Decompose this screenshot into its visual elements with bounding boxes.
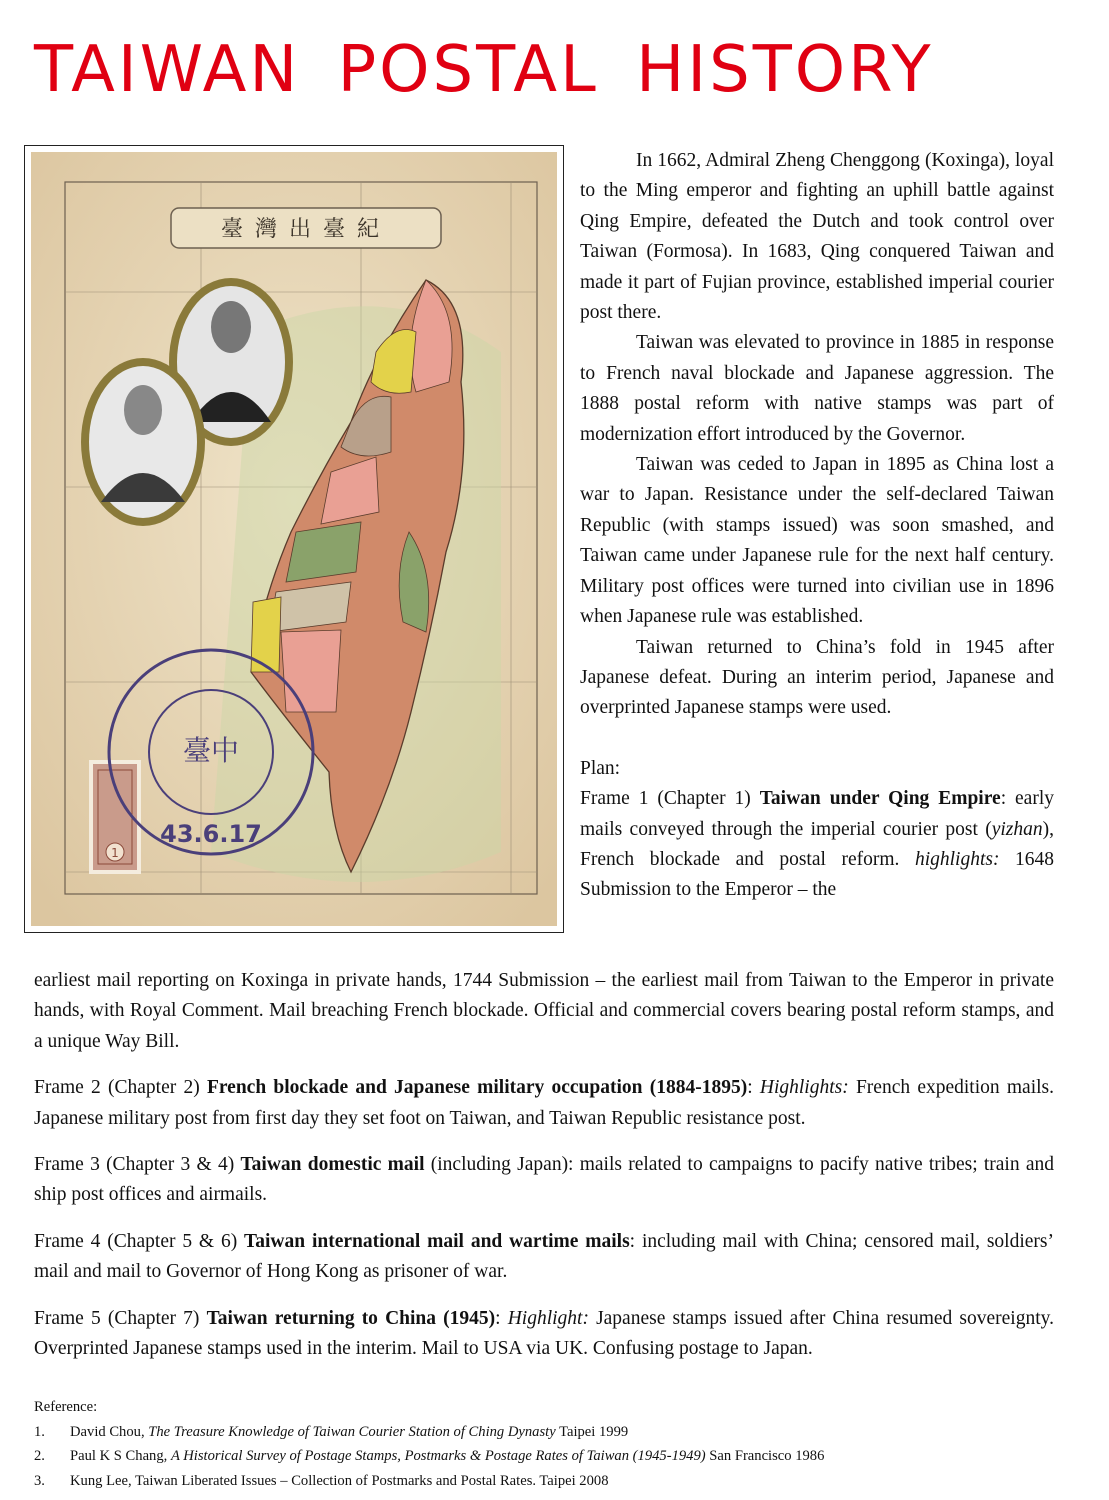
reference-number: 1. (34, 1423, 45, 1440)
frame-2-colon: : (747, 1077, 760, 1099)
frame-2-text: French expedition mails. Japanese military post from first day they set foot on Taiwan, and Taiwan Republic resistance post. (34, 1077, 1054, 1129)
frame-1-italic: yizhan (991, 818, 1043, 840)
frame-1-prefix: Frame 1 (Chapter 1) (580, 788, 760, 810)
postcard-map-illustration (31, 152, 557, 926)
reference-author: Kung Lee, Taiwan Liberated Issues – Collection of Postmarks and Postal Rates. Taipei 2008 (70, 1472, 609, 1489)
postcard-image (24, 145, 564, 933)
reference-title: The Treasure Knowledge of Taiwan Courier Station of Ching Dynasty (148, 1423, 556, 1440)
frame-1-text: : early mails conveyed through the imperial courier post ( (580, 788, 1054, 840)
reference-author: Paul K S Chang, (70, 1448, 171, 1464)
frame-1-text: ), French blockade and postal reform. (580, 818, 1054, 870)
frame-2 (34, 1073, 1054, 1134)
frame-1-highlights: earliest mail reporting on Koxinga in private hands, 1744 Submission – the earliest mail from Taiwan to the Emperor in private hands, with Royal Comment. Mail breaching French blockade. Official and commercial covers bearing postal reform stamps, and a unique Way Bill. (34, 970, 1054, 1052)
reference-number: 2. (34, 1448, 45, 1464)
reference-item (34, 1469, 1074, 1494)
plan-section (34, 966, 1054, 1380)
frame-1-highlights-start: 1648 Submission to the Emperor – the (580, 848, 1054, 901)
reference-item (34, 1420, 1074, 1445)
intro-paragraph: Taiwan was elevated to province in 1885 in response to French naval blockade and Japanese aggression. The 1888 postal reform with native stamps was part of modernization effort introduced by the Governor. (580, 332, 1054, 445)
frame-5-colon: : (495, 1307, 508, 1329)
frame-4-text: : including mail with China; censored mail, soldiers’ mail and mail to Governor of Hong Kong as prisoner of war. (34, 1230, 1054, 1283)
postmark-center-text: 臺中 (182, 734, 240, 767)
intro-paragraph: Taiwan returned to China’s fold in 1945 after Japanese defeat. During an interim period, Japanese and overprinted Japanese stamps were used. (580, 636, 1054, 719)
page-title: TAIWAN POSTAL HISTORY (34, 33, 934, 107)
frame-1-title: Taiwan under Qing Empire (759, 788, 1001, 810)
frame-5-title: Taiwan returning to China (1945) (206, 1307, 496, 1329)
map-title-banner (171, 208, 441, 248)
frame-4-prefix: Frame 4 (Chapter 5 & 6) (34, 1230, 245, 1252)
intro-paragraph: Taiwan was ceded to Japan in 1895 as China lost a war to Japan. Resistance under the self-declared Taiwan Republic (with stamps issued) was soon smashed, and Taiwan came under Japanese rule for the next half century. Military post offices were turned into civilian use in 1896 when Japanese rule was established. (580, 454, 1054, 628)
references-label: Reference: (34, 1399, 98, 1415)
reference-publication: Taipei 1999 (555, 1423, 629, 1440)
frame-2-highlights-label: Highlights: (759, 1077, 849, 1099)
plan-label: Plan: (580, 757, 621, 779)
stamp-value: 1 (111, 846, 119, 860)
frame-3-text: (including Japan): mails related to campaigns to pacify native tribes; train and ship post offices and airmails. (34, 1154, 1054, 1206)
reference-author: David Chou, (70, 1423, 149, 1440)
frame-4 (34, 1227, 1054, 1288)
frame-3-title: Taiwan domestic mail (240, 1154, 425, 1176)
intro-paragraph: In 1662, Admiral Zheng Chenggong (Koxinga), loyal to the Ming emperor and fighting an uphill battle against Qing Empire, defeated the Dutch and took control over Taiwan (Formosa). In 1683, Qing conquered Taiwan and made it part of Fujian province, established imperial courier post there. (580, 150, 1054, 324)
frame-2-prefix: Frame 2 (Chapter 2) (34, 1077, 207, 1099)
frame-1-intro (580, 784, 1054, 906)
reference-publication: San Francisco 1986 (705, 1448, 825, 1464)
frame-5-prefix: Frame 5 (Chapter 7) (34, 1307, 207, 1329)
frame-5 (34, 1304, 1054, 1365)
frame-5-highlights-label: Highlight: (507, 1307, 589, 1329)
postmark-date: 43.6.17 (160, 820, 262, 848)
frame-3 (34, 1150, 1054, 1211)
references (34, 1395, 1074, 1493)
reference-number: 3. (34, 1472, 45, 1489)
reference-title: A Historical Survey of Postage Stamps, Postmarks & Postage Rates of Taiwan (1945-1949) (170, 1448, 706, 1464)
frame-5-text: Japanese stamps issued after China resumed sovereignty. Overprinted Japanese stamps used in the interim. Mail to USA via UK. Confusing postage to Japan. (34, 1307, 1055, 1360)
reference-item (34, 1444, 1074, 1469)
intro-column (580, 146, 1054, 906)
frame-4-title: Taiwan international mail and wartime mails (244, 1230, 630, 1252)
frame-2-title: French blockade and Japanese military occupation (1884-1895) (206, 1077, 748, 1099)
banner-text: 臺灣出臺紀 (220, 217, 392, 242)
frame-1-highlights-label: highlights: (914, 848, 1000, 870)
frame-3-prefix: Frame 3 (Chapter 3 & 4) (34, 1154, 241, 1176)
